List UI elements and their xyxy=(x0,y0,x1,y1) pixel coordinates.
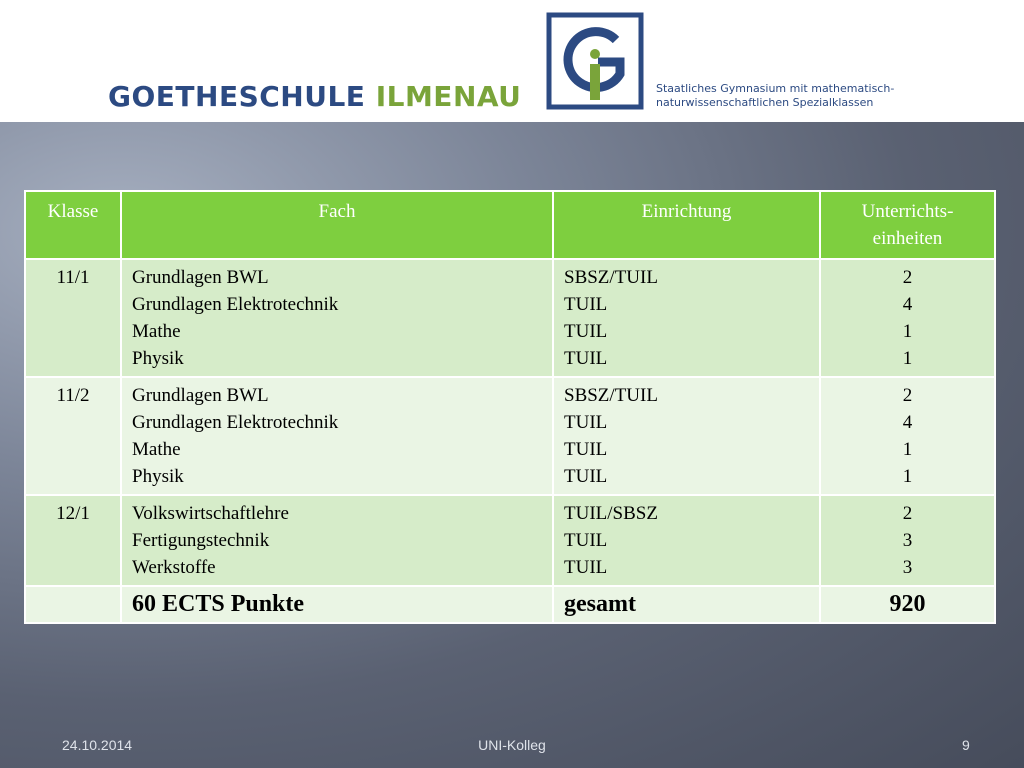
einheiten-cell xyxy=(820,495,995,586)
einheiten-item: 1 xyxy=(902,439,913,460)
einrichtung-cell xyxy=(553,495,820,586)
school-name-part1: GOETHESCHULE xyxy=(108,80,366,113)
einheiten-item: 1 xyxy=(902,348,913,369)
einrichtung-item: TUIL/SBSZ xyxy=(564,503,658,524)
einrichtung-item: SBSZ/TUIL xyxy=(564,267,658,288)
fach-item: Werkstoffe xyxy=(132,557,216,578)
fach-item: Physik xyxy=(132,348,184,369)
einheiten-item: 2 xyxy=(902,267,913,288)
total-ects-cell: 60 ECTS Punkte xyxy=(121,586,553,623)
table-header-row xyxy=(25,191,995,259)
einrichtung-item: TUIL xyxy=(564,348,608,369)
table-row xyxy=(25,495,995,586)
fach-item: Mathe xyxy=(132,321,181,342)
footer-title: UNI-Kolleg xyxy=(478,737,546,753)
einrichtung-item: SBSZ/TUIL xyxy=(564,385,658,406)
total-einheiten-cell: 920 xyxy=(820,586,995,623)
einrichtung-item: TUIL xyxy=(564,294,608,315)
course-table xyxy=(24,190,996,624)
einrichtung-item: TUIL xyxy=(564,412,608,433)
fach-item: Fertigungstechnik xyxy=(132,530,270,551)
einrichtung-item: TUIL xyxy=(564,466,608,487)
einheiten-item: 4 xyxy=(902,412,913,433)
fach-item: Physik xyxy=(132,466,184,487)
fach-item: Grundlagen Elektrotechnik xyxy=(132,412,339,433)
einheiten-item: 1 xyxy=(902,466,913,487)
einheiten-item: 3 xyxy=(902,530,913,551)
klasse-cell: 12/1 xyxy=(25,495,121,586)
footer-page-number: 9 xyxy=(962,737,970,753)
footer-date: 24.10.2014 xyxy=(62,737,133,753)
school-subtitle xyxy=(656,82,894,110)
fach-cell xyxy=(121,495,553,586)
einrichtung-cell xyxy=(553,377,820,495)
fach-item: Volkswirtschaftlehre xyxy=(132,503,289,524)
einheiten-item: 1 xyxy=(902,321,913,342)
einheiten-cell xyxy=(820,259,995,377)
school-name-part2: ILMENAU xyxy=(375,80,522,113)
einheiten-cell xyxy=(820,377,995,495)
fach-cell xyxy=(121,377,553,495)
einheiten-item: 4 xyxy=(902,294,913,315)
header-klasse: Klasse xyxy=(25,191,121,259)
fach-item: Grundlagen BWL xyxy=(132,267,269,288)
fach-cell xyxy=(121,259,553,377)
total-label-cell: gesamt xyxy=(553,586,820,623)
fach-item: Grundlagen BWL xyxy=(132,385,269,406)
einrichtung-item: TUIL xyxy=(564,321,608,342)
einrichtung-item: TUIL xyxy=(564,530,608,551)
total-klasse-cell xyxy=(25,586,121,623)
fach-item: Mathe xyxy=(132,439,181,460)
klasse-cell: 11/2 xyxy=(25,377,121,495)
header-banner xyxy=(0,0,1024,122)
table-row xyxy=(25,377,995,495)
header-unterrichtseinheiten xyxy=(820,191,995,259)
einheiten-item: 2 xyxy=(902,385,913,406)
einrichtung-item: TUIL xyxy=(564,439,608,460)
table-row xyxy=(25,259,995,377)
klasse-cell: 11/1 xyxy=(25,259,121,377)
einrichtung-cell xyxy=(553,259,820,377)
header-units-line: einheiten xyxy=(872,228,943,249)
header-einrichtung: Einrichtung xyxy=(553,191,820,259)
header-fach: Fach xyxy=(121,191,553,259)
subtitle-line-1: Staatliches Gymnasium mit mathematisch- xyxy=(656,82,895,95)
einheiten-item: 3 xyxy=(902,557,913,578)
einheiten-item: 2 xyxy=(902,503,913,524)
header-units-line: Unterrichts- xyxy=(861,201,954,222)
school-name xyxy=(108,80,521,113)
subtitle-line-2: naturwissenschaftlichen Spezialklassen xyxy=(656,96,874,109)
fach-item: Grundlagen Elektrotechnik xyxy=(132,294,339,315)
goetheschule-logo-icon xyxy=(546,12,644,110)
einrichtung-item: TUIL xyxy=(564,557,608,578)
total-row xyxy=(25,586,995,623)
